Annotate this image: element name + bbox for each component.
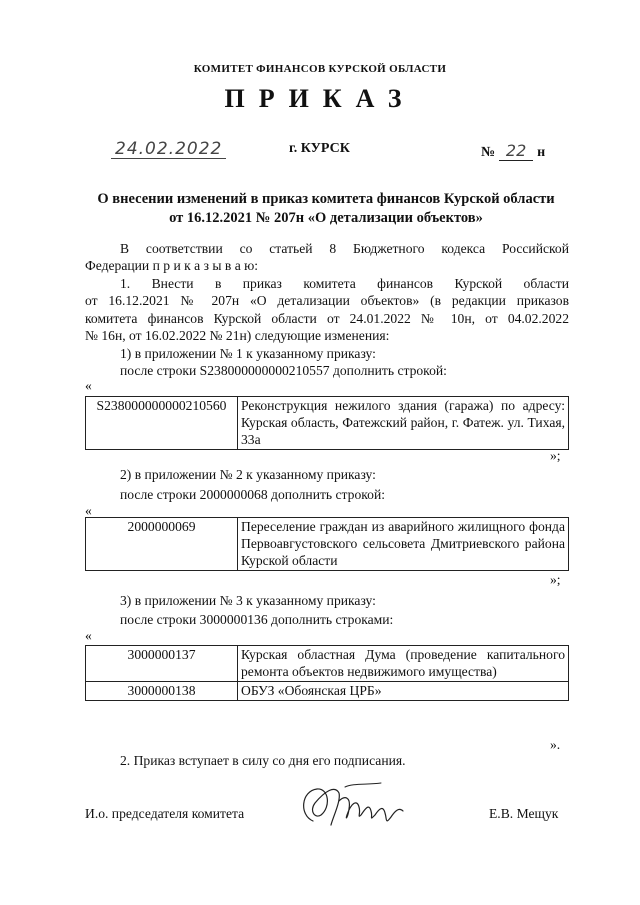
signer-position: И.о. председателя комитета xyxy=(85,806,245,821)
paragraph-2: 2. Приказ вступает в силу со дня его подписания. xyxy=(120,753,406,768)
row-code: 3000000138 xyxy=(86,682,238,701)
number-value: 22 xyxy=(499,141,533,161)
organization-name: КОМИТЕТ ФИНАНСОВ КУРСКОЙ ОБЛАСТИ xyxy=(193,63,447,75)
number-suffix: н xyxy=(537,145,546,160)
row-code: 2000000069 xyxy=(86,518,238,571)
paragraph-1-line-3: комитета финансов Курской области от 24.01.2022 № 10н, от 04.02.2022 xyxy=(85,311,569,326)
row-code: 3000000137 xyxy=(86,646,238,682)
table-appendix-3 xyxy=(85,645,569,701)
subject-line-2: от 16.12.2021 № 207н «О детализации объектов» xyxy=(169,210,483,226)
open-quote: « xyxy=(85,628,92,643)
document-type-title: ПРИКАЗ xyxy=(224,84,416,113)
row-description: ОБУЗ «Обоянская ЦРБ» xyxy=(238,682,569,701)
paragraph-1-line-4: № 16н, от 16.02.2022 № 21н) следующие изменения: xyxy=(85,328,390,343)
table-appendix-2 xyxy=(85,517,569,571)
paragraph-1-line-2: от 16.12.2021 № 207н «О детализации объектов» (в редакции приказов xyxy=(85,293,569,308)
item-3-instruction: после строки 3000000136 дополнить строками: xyxy=(120,612,394,627)
item-3-title: 3) в приложении № 3 к указанному приказу: xyxy=(120,593,376,608)
handwritten-signature xyxy=(295,781,410,831)
row-description: Переселение граждан из аварийного жилищного фонда Первоавгустовского сельсовета Дмитриевского района Курской области xyxy=(238,518,569,571)
table-row xyxy=(86,682,569,701)
intro-line-2: Федерации п р и к а з ы в а ю: xyxy=(85,258,259,273)
table-appendix-1 xyxy=(85,396,569,450)
close-quote-period: ». xyxy=(550,737,561,752)
row-description: Курская областная Дума (проведение капитального ремонта объектов недвижимого имущества) xyxy=(238,646,569,682)
item-1-instruction: после строки S238000000000210557 дополнить строкой: xyxy=(120,363,447,378)
intro-line-1: В соответствии со статьей 8 Бюджетного кодекса Российской xyxy=(120,241,569,256)
open-quote: « xyxy=(85,503,92,518)
document-city: г. КУРСК xyxy=(289,141,350,156)
signer-name: Е.В. Мещук xyxy=(489,806,559,821)
item-2-instruction: после строки 2000000068 дополнить строкой: xyxy=(120,487,386,502)
item-2-title: 2) в приложении № 2 к указанному приказу: xyxy=(120,467,376,482)
subject-line-1: О внесении изменений в приказ комитета финансов Курской области xyxy=(97,191,555,207)
open-quote: « xyxy=(85,378,92,393)
close-quote-semicolon: »; xyxy=(550,448,561,463)
table-row xyxy=(86,518,569,571)
table-row xyxy=(86,397,569,450)
close-quote-semicolon: »; xyxy=(550,572,561,587)
document-subject xyxy=(60,190,592,228)
row-description: Реконструкция нежилого здания (гаража) по адресу: Курская область, Фатежский район, г. Фатеж. ул. Тихая, 33а xyxy=(238,397,569,450)
paragraph-1-line-1: 1. Внести в приказ комитета финансов Курской области xyxy=(120,276,569,291)
number-prefix: № xyxy=(481,145,496,160)
item-1-title: 1) в приложении № 1 к указанному приказу: xyxy=(120,346,376,361)
row-code: S238000000000210560 xyxy=(86,397,238,450)
table-row xyxy=(86,646,569,682)
document-number xyxy=(481,141,545,161)
document-date: 24.02.2022 xyxy=(115,139,223,159)
